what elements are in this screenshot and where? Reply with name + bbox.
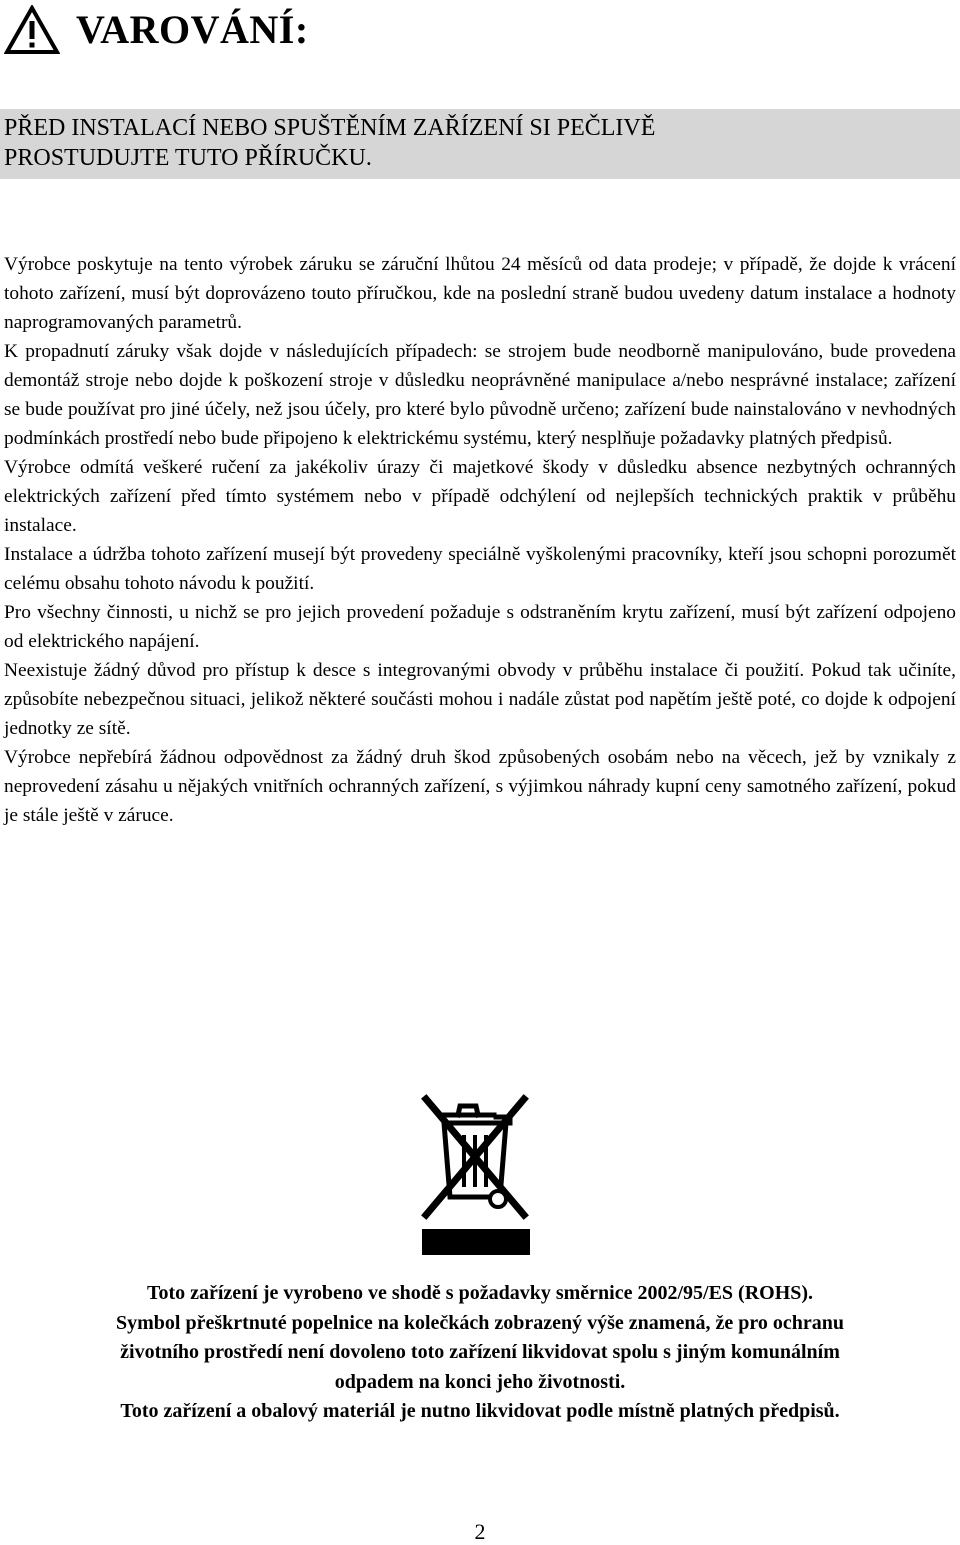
notice-line: Symbol přeškrtnuté popelnice na kolečkách zobrazený výše znamená, že pro ochranu bbox=[116, 1311, 844, 1334]
crossed-out-wheelie-bin-icon bbox=[418, 1093, 532, 1259]
paragraph: Výrobce odmítá veškeré ručení za jakékoliv úrazy či majetkové škody v důsledku absence nezbytných ochranných elektrických zařízení před tímto systémem nebo v případě odchýlení od nejlepších technických praktik v průběhu instalace. bbox=[4, 457, 956, 536]
banner-line: PROSTUDUJTE TUTO PŘÍRUČKU. bbox=[4, 145, 372, 171]
notice-line: Toto zařízení je vyrobeno ve shodě s požadavky směrnice 2002/95/ES (ROHS). bbox=[146, 1282, 814, 1304]
paragraph: Výrobce nepřebírá žádnou odpovědnost za žádný druh škod způsobených osobám nebo na věcech, jež by vznikaly z neprovedení zásahu u nějakých vnitřních ochranných zařízení, s výjimkou náhrady kupní ceny samotného zařízení, pokud je stále ještě v záruce. bbox=[4, 747, 956, 826]
page-title: VAROVÁNÍ: bbox=[76, 7, 309, 52]
notice-line: životního prostředí není dovoleno toto zařízení likvidovat spolu s jiným komunálním bbox=[120, 1341, 840, 1363]
banner-line: PŘED INSTALACÍ NEBO SPUŠTĚNÍM ZAŘÍZENÍ SI PEČLIVĚ bbox=[4, 115, 656, 141]
notice-line: Toto zařízení a obalový materiál je nutno likvidovat podle místně platných předpisů. bbox=[120, 1400, 840, 1422]
warning-header bbox=[4, 4, 954, 56]
paragraph: Neexistuje žádný důvod pro přístup k desce s integrovanými obvody v průběhu instalace či použití. Pokud tak učiníte, způsobíte nebezpečnou situaci, jelikož některé součásti mohou i nadále zůstat pod napětím ještě poté, co dojde k odpojení jednotky ze sítě. bbox=[4, 660, 956, 739]
paragraph: Instalace a údržba tohoto zařízení musejí být provedeny speciálně vyškolenými pracovníky, kteří jsou schopni porozumět celému obsahu tohoto návodu k použití. bbox=[4, 544, 956, 594]
paragraph: K propadnutí záruky však dojde v následujících případech: se strojem bude neodborně manipulováno, bude provedena demontáž stroje nebo dojde k poškození stroje v důsledku neoprávněné manipulace a/nebo nesprávné instalace; zařízení se bude používat pro jiné účely, než jsou účely, pro které bylo původně určeno; zařízení bude nainstalováno v nevhodných podmínkách prostředí nebo bude připojeno k elektrickému systému, který nesplňuje požadavky platných předpisů. bbox=[4, 341, 956, 449]
instruction-banner bbox=[0, 109, 960, 179]
warning-triangle-icon bbox=[4, 5, 60, 55]
notice-line: odpadem na konci jeho životnosti. bbox=[334, 1370, 626, 1393]
page-number: 2 bbox=[474, 1519, 486, 1544]
warranty-text bbox=[4, 250, 956, 830]
paragraph: Výrobce poskytuje na tento výrobek záruku se záruční lhůtou 24 měsíců od data prodeje; v případě, že dojde k vrácení tohoto zařízení, musí být doprovázeno touto příručkou, kde na poslední straně budou uvedeny datum instalace a hodnoty naprogramovaných parametrů. bbox=[4, 254, 956, 333]
paragraph: Pro všechny činnosti, u nichž se pro jejich provedení požaduje s odstraněním krytu zařízení, musí být zařízení odpojeno od elektrického napájení. bbox=[4, 602, 956, 652]
rohs-notice bbox=[0, 1279, 960, 1427]
